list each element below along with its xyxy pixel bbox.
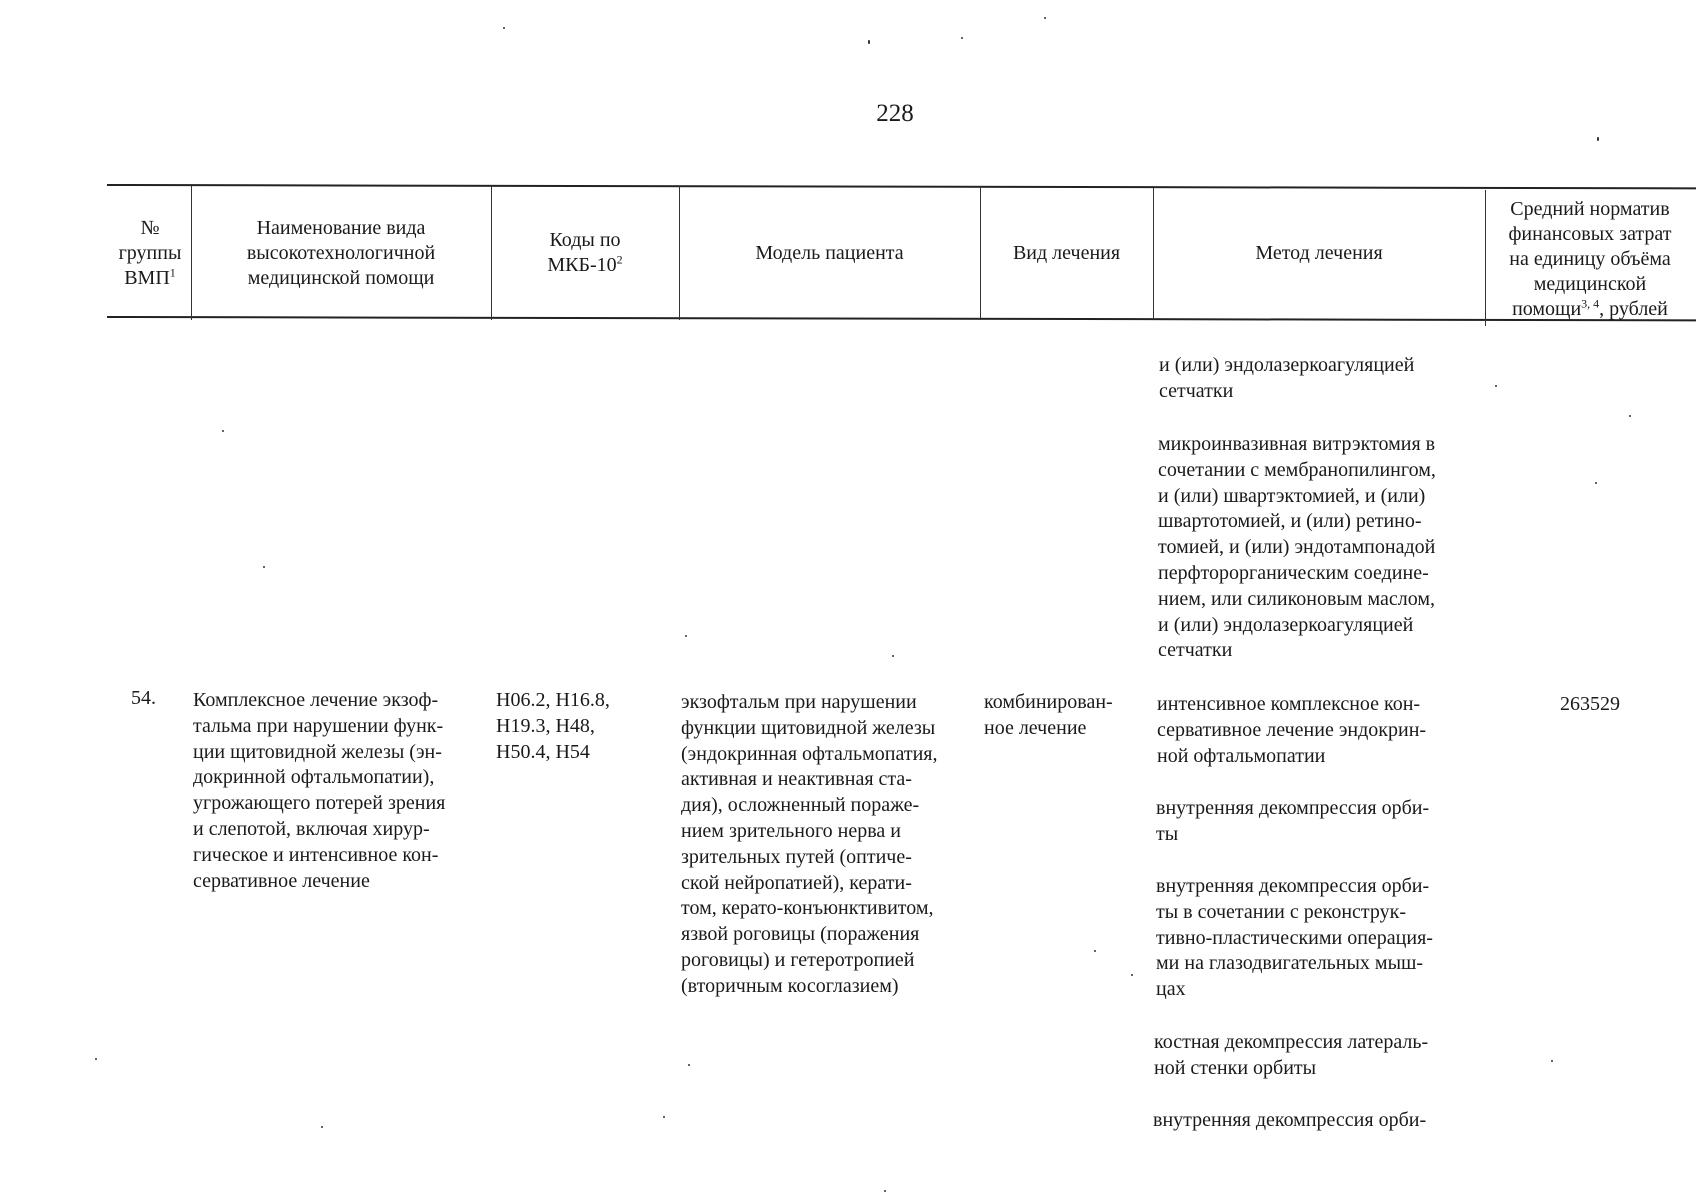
row-group-number: 54.: [131, 687, 156, 709]
scan-speck: [222, 430, 224, 432]
scan-speck: [1044, 17, 1046, 19]
scan-speck: [688, 1064, 690, 1066]
header-cost: [1487, 192, 1693, 326]
footnote-marker: 2: [616, 252, 623, 267]
footnote-marker: 1: [169, 264, 176, 279]
column-divider: [491, 186, 492, 320]
scan-speck: [1495, 385, 1497, 387]
continued-method-2: микроинвазивная витрэктомия в сочетании с мембранопилингом, и (или) швартэктомией, и (или) швартотомией, и (или) ретино- томией, и (или) эндотампонадой перфторорганическим соедине- нием, или силиконовым маслом, и (или) эндолазеркоагуляцией сетчатки: [1158, 433, 1436, 662]
scan-speck: [868, 40, 870, 44]
header-group-number-text: № группы ВМП: [118, 216, 182, 289]
scan-speck: [1597, 137, 1599, 141]
method-item-5: внутренняя декомпрессия орби-: [1153, 1109, 1427, 1131]
scan-speck: [1131, 974, 1133, 976]
header-patient-model: Модель пациента: [755, 241, 904, 264]
scan-speck: [663, 1116, 665, 1118]
page-number: 228: [876, 100, 914, 127]
method-item-3: внутренняя декомпрессия орби- ты в сочетании с реконструк- тивно-пластическими операция- ми на глазодвигательных мыш- цах: [1156, 875, 1433, 1001]
header-icd-codes-text: Коды по МКБ-10: [547, 229, 621, 276]
scan-speck: [95, 1058, 97, 1060]
continued-method-1: и (или) эндолазеркоагуляцией сетчатки: [1159, 354, 1415, 402]
scan-speck: [1595, 482, 1597, 484]
scan-speck: [263, 566, 265, 568]
scan-speck: [1551, 1060, 1553, 1062]
scan-speck: [892, 655, 894, 657]
header-cost-suffix: , рублей: [1599, 297, 1668, 320]
column-divider: [980, 186, 981, 320]
column-divider: [191, 186, 192, 320]
column-divider: [1153, 186, 1154, 320]
header-group-number: [110, 188, 190, 318]
column-divider: [1485, 190, 1486, 326]
header-cost-text: Средний норматив финансовых затрат на единицу объёма медицинской помощи: [1508, 197, 1672, 320]
scan-speck: [961, 37, 963, 39]
header-care-name: Наименование вида высокотехнологичной медицинской помощи: [246, 216, 436, 289]
header-treatment-method: Метод лечения: [1255, 241, 1383, 264]
footnote-marker: 3, 4: [1581, 295, 1600, 310]
header-treatment-type: Вид лечения: [1012, 241, 1121, 264]
row-patient-model: экзофтальм при нарушении функции щитовидной железы (эндокринная офтальмопатия, активная и неактивная ста- дия), осложненный пораже- нием зрительного нерва и зрительных путей (оптиче- ской нейропатией), керати- том, керато-конъюнктивитом, язвой роговицы (поражения роговицы) и гетеротропией (вторичным косоглазием): [681, 691, 938, 997]
scan-speck: [1094, 950, 1096, 952]
method-item-4: костная декомпрессия латераль- ной стенки орбиты: [1154, 1031, 1429, 1079]
scan-speck: [321, 1126, 323, 1128]
method-item-1: интенсивное комплексное кон- сервативное лечение эндокрин- ной офтальмопатии: [1157, 693, 1427, 767]
header-icd-codes: [493, 188, 677, 318]
scan-speck: [503, 27, 505, 29]
scan-speck: [1629, 415, 1631, 417]
row-cost: 263529: [1560, 693, 1620, 715]
scan-speck: [685, 635, 687, 637]
row-care-name: Комплексное лечение экзоф- тальма при нарушении функ- ции щитовидной железы (эн- докринной офтальмопатии), угрожающего потерей зрения и слепотой, включая хирур- гическое и интенсивное кон- сервативное лечение: [193, 689, 446, 892]
row-treatment-type: комбинирован- ное лечение: [984, 691, 1113, 739]
row-icd-codes: H06.2, H16.8, H19.3, H48, H50.4, H54: [496, 689, 610, 763]
column-divider: [679, 186, 680, 320]
scan-speck: [884, 1190, 886, 1192]
method-item-2: внутренняя декомпрессия орби- ты: [1156, 797, 1430, 845]
